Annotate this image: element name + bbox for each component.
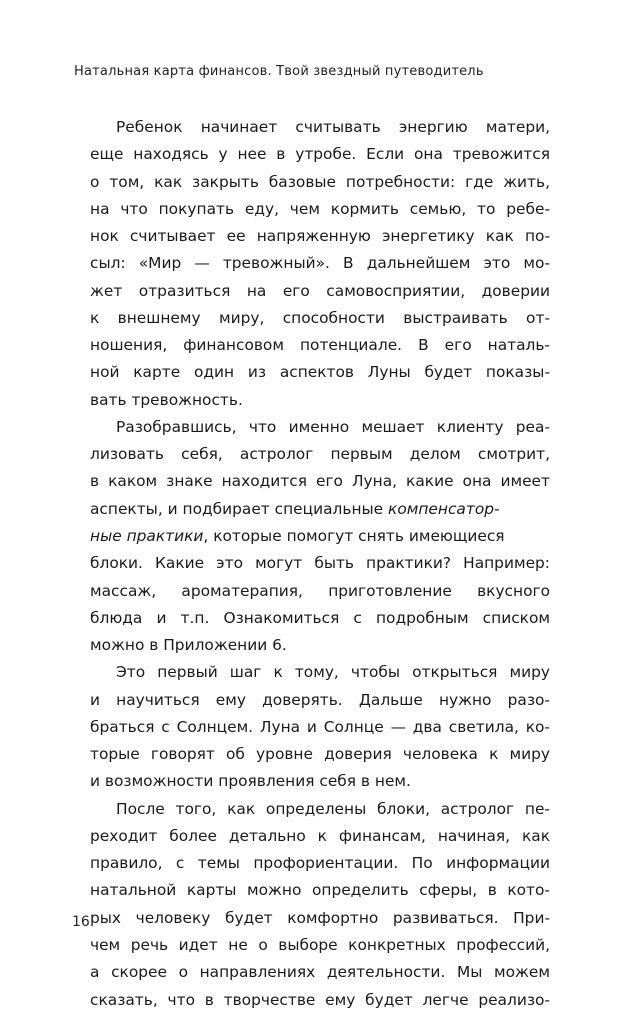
text-line: на что покупать еду, чем кормить семью, то ребе- (90, 199, 550, 218)
text-line: можно в Приложении 6. (90, 636, 287, 655)
text-line: нок считывает ее напряженную энергетику как по- (90, 227, 550, 246)
text-line: к внешнему миру, способности выстраивать от- (90, 308, 550, 327)
text-line: массаж, ароматерапия, приготовление вкусного (90, 581, 550, 600)
text-segment: аспекты, и подбирает специальные (90, 499, 389, 518)
text-line: ной карте один из аспектов Луны будет показы- (90, 363, 550, 382)
text-line: Ребенок начинает считывать энергию матери, (116, 118, 550, 136)
page-number: 16 (72, 914, 90, 930)
text-line: а скорее о направлениях деятельности. Мы можем (90, 963, 550, 982)
text-line (90, 496, 550, 523)
text-line: браться с Солнцем. Луна и Солнце — два светила, ко- (90, 717, 550, 736)
text-line: еще находясь у нее в утробе. Если она тревожится (90, 145, 550, 164)
text-line: ношения, финансовом потенциале. В его наталь- (90, 336, 550, 355)
text-line: Разобравшись, что именно мешает клиенту реа- (116, 417, 550, 436)
text-line (90, 523, 550, 550)
text-line: натальной карты можно определить сферы, в кото- (90, 881, 550, 900)
text-line: Это первый шаг к тому, чтобы открыться миру (116, 663, 550, 682)
text-line: торые говорят об уровне доверия человека к миру (90, 745, 550, 764)
text-line: блюда и т.п. Ознакомиться с подробным списком (90, 608, 550, 627)
text-line: сыл: «Мир — тревожный». В дальнейшем это мо- (90, 254, 550, 273)
text-line: После того, как определены блоки, астролог пе- (116, 799, 550, 818)
running-header: Натальная карта финансов. Твой звездный путеводитель (74, 64, 484, 79)
text-line: о том, как закрыть базовые потребности: где жить, (90, 172, 550, 191)
text-line: рых человеку будет комфортно развиваться. При- (90, 908, 550, 927)
text-line: чем речь идет не о выборе конкретных профессий, (90, 935, 550, 954)
text-line: блоки. Какие это могут быть практики? Например: (90, 554, 550, 573)
text-segment: , которые помогут снять имеющиеся (203, 526, 505, 545)
text-line: в каком знаке находится его Луна, какие она имеет (90, 472, 550, 491)
text-line: и научиться ему доверять. Дальше нужно разо- (90, 690, 550, 709)
text-line: лизовать себя, астролог первым делом смотрит, (90, 445, 550, 464)
italic-term: ные практики (90, 526, 204, 545)
text-line: правило, с темы профориентации. По информации (90, 854, 550, 873)
text-line: реходит более детально к финансам, начиная, как (90, 826, 550, 845)
body-text (90, 114, 550, 1014)
text-line: сказать, что в творчестве ему будет легче реализо- (90, 990, 550, 1009)
text-line: вать тревожность. (90, 390, 243, 409)
text-line: жет отразиться на его самовосприятии, доверии (90, 281, 550, 300)
text-line: и возможности проявления себя в нем. (90, 772, 411, 791)
italic-term: компенсатор- (388, 499, 500, 518)
